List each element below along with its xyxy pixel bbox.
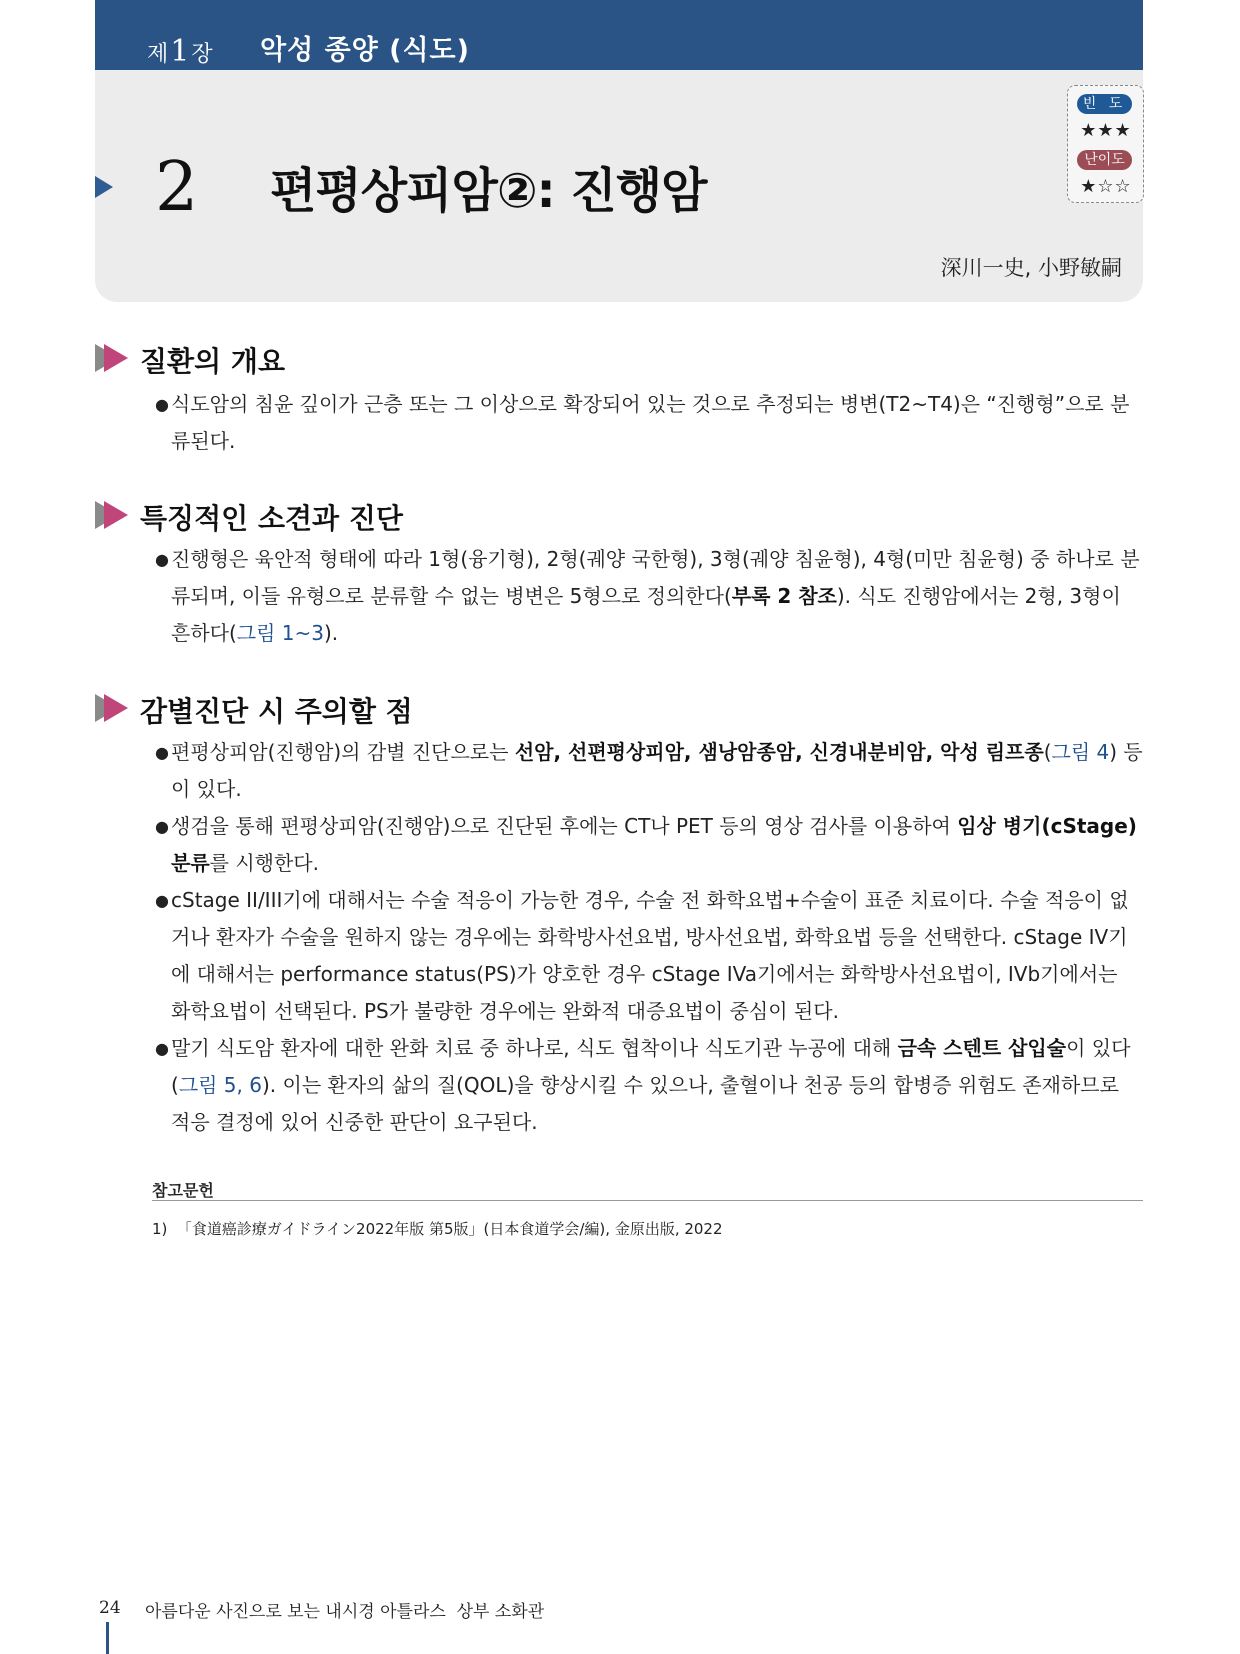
emphasis-text: 선암, 선편평상피암, 샘낭암종암, 신경내분비암, 악성 림프종 xyxy=(514,740,1044,764)
paragraph-text xyxy=(171,808,1143,882)
heading-text: 특징적인 소견과 진단 xyxy=(140,502,403,535)
paragraph-text: 식도암의 침윤 깊이가 근층 또는 그 이상으로 확장되어 있는 것으로 추정되는 병변(T2~T4)은 “진행형”으로 분류된다. xyxy=(171,392,1130,453)
heading-text: 감별진단 시 주의할 점 xyxy=(140,695,413,728)
text-run: ). xyxy=(323,621,339,645)
bullet-icon: ● xyxy=(155,743,169,762)
text-run: 이 있다( xyxy=(171,1036,1131,1097)
paragraph-features xyxy=(155,541,1143,652)
text-run: 말기 식도암 환자에 대한 완화 치료 중 하나로, 식도 협착이나 식도기관 누공에 대해 xyxy=(171,1036,898,1060)
frequency-label: 빈 도 xyxy=(1077,94,1132,114)
paragraph-text xyxy=(171,734,1143,808)
figure-link[interactable]: 그림 5, 6 xyxy=(178,1073,262,1097)
difficulty-label: 난이도 xyxy=(1077,150,1132,170)
emphasis-text: 임상 병기(cStage) 분류 xyxy=(171,814,1137,875)
text-run: 편평상피암(진행암)의 감별 진단으로는 xyxy=(171,740,515,764)
text-run: ). 이는 환자의 삶의 질(QOL)을 향상시킬 수 있으나, 출혈이나 천공 등의 합병증 위험도 존재하므로 적응 결정에 있어 신중한 판단이 요구된다. xyxy=(171,1073,1119,1134)
references-divider xyxy=(152,1200,1143,1201)
text-run: ). 식도 진행암에서는 2형, 3형이 흔하다( xyxy=(171,584,1121,645)
chapter-suffix: 장 xyxy=(191,42,213,67)
bullet-icon: ● xyxy=(155,550,169,569)
rating-box xyxy=(1067,85,1144,203)
chapter-header xyxy=(95,0,1143,70)
bullet-icon: ● xyxy=(155,891,169,910)
chapter-label xyxy=(147,34,213,69)
text-run: 를 시행한다. xyxy=(209,851,319,875)
heading-arrow-icon xyxy=(104,501,128,529)
difficulty-stars: ★☆☆ xyxy=(1080,176,1132,197)
section-number: 2 xyxy=(155,148,199,227)
chapter-prefix: 제 xyxy=(147,42,169,67)
text-run: ( xyxy=(1043,740,1052,764)
heading-arrow-icon xyxy=(104,344,128,372)
paragraph-palliative xyxy=(155,1030,1143,1141)
bullet-icon: ● xyxy=(155,817,169,836)
text-run: 생검을 통해 편평상피암(진행암)으로 진단된 후에는 CT나 PET 등의 영상 검사를 이용하여 xyxy=(171,814,958,838)
appendix-reference: 부록 2 참조 xyxy=(731,584,837,608)
emphasis-text: 금속 스텐트 삽입술 xyxy=(897,1036,1067,1060)
heading-arrow-icon xyxy=(104,694,128,722)
chapter-title: 악성 종양 (식도) xyxy=(260,35,470,66)
paragraph-treatment xyxy=(155,882,1143,1030)
paragraph-text xyxy=(171,541,1143,652)
page-number: 24 xyxy=(99,1598,121,1618)
text-run: ) 등이 있다. xyxy=(171,740,1143,801)
footer-accent-bar xyxy=(106,1622,109,1654)
text-run: 진행형은 육안적 형태에 따라 1형(융기형), 2형(궤양 국한형), 3형(궤양 침윤형), 4형(미만 침윤형) 중 하나로 분류되며, 이들 유형으로 분류할 수 없는 병변은 5형으로 정의한다( xyxy=(171,547,1140,608)
figure-link[interactable]: 그림 1~3 xyxy=(236,621,324,645)
paragraph-staging xyxy=(155,808,1143,882)
paragraph-overview xyxy=(155,386,1143,460)
paragraph-text: cStage II/III기에 대해서는 수술 적응이 가능한 경우, 수술 전 화학요법+수술이 표준 치료이다. 수술 적응이 없거나 환자가 수술을 원하지 않는 경우에는 화학방사선요법, 방사선요법, 화학요법 등을 선택한다. cStage IV기에 대해서는 performance status(PS)가 양호한 경우 cStage IVa기에서는 화학방사선요법이, IVb기에서는 화학요법이 선택된다. PS가 불량한 경우에는 완화적 대증요법이 중심이 된다. xyxy=(171,888,1129,1023)
bullet-icon: ● xyxy=(155,395,169,414)
references-heading: 참고문헌 xyxy=(152,1181,214,1200)
frequency-stars: ★★★ xyxy=(1080,120,1132,141)
heading-text: 질환의 개요 xyxy=(140,345,285,378)
reference-item: 1) 「食道癌診療ガイドライン2022年版 第5版」(日本食道学会/編), 金原出版, 2022 xyxy=(152,1220,723,1238)
paragraph-text xyxy=(171,1030,1143,1141)
section-arrow-icon xyxy=(95,176,113,198)
chapter-number: 1 xyxy=(170,34,190,69)
section-title: 편평상피암②: 진행암 xyxy=(270,163,707,219)
paragraph-differential xyxy=(155,734,1143,808)
figure-link[interactable]: 그림 4 xyxy=(1051,740,1110,764)
book-title: 아름다운 사진으로 보는 내시경 아틀라스 상부 소화관 xyxy=(145,1602,545,1622)
authors: 深川一史, 小野敏嗣 xyxy=(940,256,1122,280)
bullet-icon: ● xyxy=(155,1039,169,1058)
